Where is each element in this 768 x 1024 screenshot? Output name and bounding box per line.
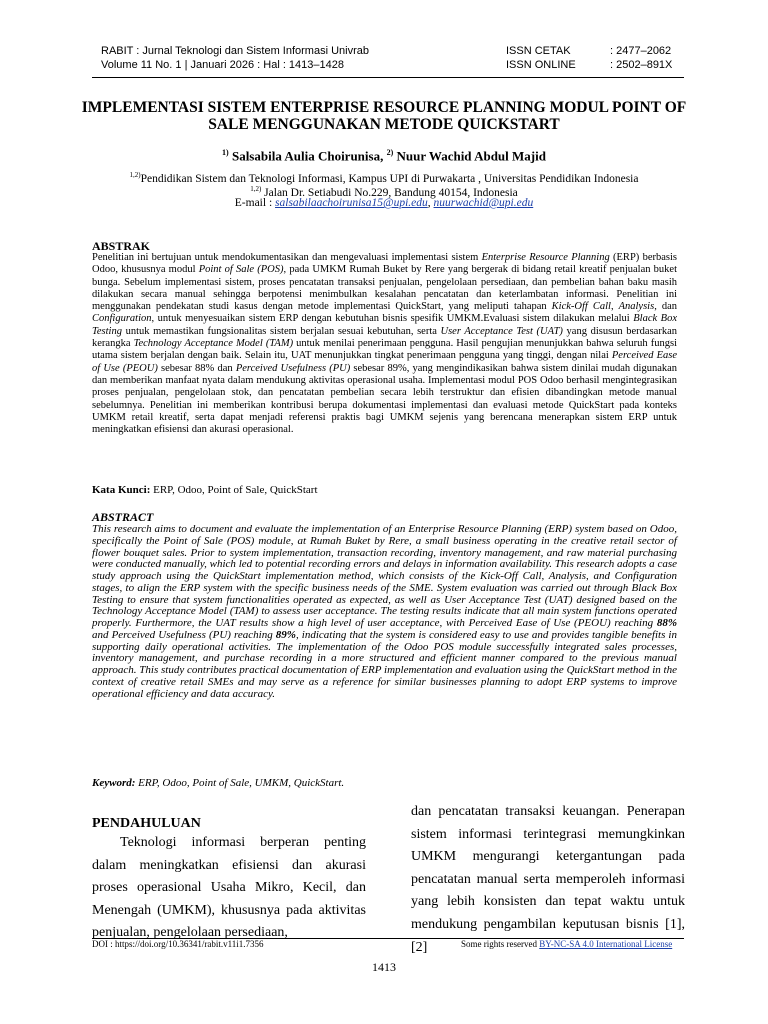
keywords-label: Keyword:	[92, 777, 136, 789]
keywords	[92, 777, 344, 789]
abstract-body: This research aims to document and evaluate the implementation of an Enterprise Resource Planning (ERP) system based on Odoo, specifically the Point of Sale (POS) module, at Rumah Buket by Rere, a small business operating in the creative retail sector of flower bouquet sales. Prior to system implementation, transaction recording, inventory management, and raw material purchasing were conducted manually, which led to potential recording errors and delays in information availability. This research adopts a case study approach using the QuickStart implementation method, which consists of the Kick-Off Call, Analysis, and Configuration stages, to align the ERP system with the specific business needs of the SME. System evaluation was carried out through Black Box Testing to ensure that system functionalities operated as expected, as well as User Acceptance Test (UAT) designed based on the Technology Acceptance Model (TAM) to assess user acceptance. The testing results indicate that all main system functions operated properly. Furthermore, the UAT results show a high level of user acceptance, with Perceived Ease of Use (PEOU) reaching 88% and Perceived Usefulness (PU) reaching 89%, indicating that the system is considered easy to use and provides tangible benefits in supporting daily operational activities. The implementation of the Odoo POS module successfully integrated sales processes, inventory management, and purchase recording in a more structured and efficient manner compared to the previous manual approach. This study contributes practical documentation of ERP implementation and evaluation using the QuickStart method in the context of creative retail SMEs and may serve as a reference for similar businesses planning to adopt ERP systems to improve operational efficiency and data accuracy.	[92, 523, 677, 700]
doi-text: DOI : https://doi.org/10.36341/rabit.v11i1.7356	[92, 939, 264, 949]
pendahuluan-heading: PENDAHULUAN	[92, 816, 201, 831]
issn-print-value: : 2477–2062	[610, 45, 672, 57]
journal-header	[101, 44, 681, 74]
volume-info: Volume 11 No. 1 | Januari 2026 : Hal : 1413–1428	[101, 59, 344, 71]
affiliation-text1: Pendidikan Sistem dan Teknologi Informasi, Kampus UPI di Purwakarta , Universitas Pendidikan Indonesia	[140, 172, 639, 185]
intro-left-column: Teknologi informasi berperan penting dalam meningkatkan efisiensi dan akurasi proses operasional Usaha Mikro, Kecil, dan Menengah (UMKM), khususnya pada aktivitas penjualan, pengelolaan persediaan,	[92, 835, 366, 941]
paper-title: IMPLEMENTASI SISTEM ENTERPRISE RESOURCE PLANNING MODUL POINT OF SALE MENGGUNAKAN METODE QUICKSTART	[81, 99, 687, 133]
email-separator: ,	[427, 197, 434, 209]
author2-name: Nuur Wachid Abdul Majid	[396, 148, 546, 164]
issn-online-value: : 2502–891X	[610, 59, 673, 71]
journal-name: RABIT : Jurnal Teknologi dan Sistem Informasi Univrab	[101, 45, 369, 57]
abstract-heading: ABSTRACT	[92, 510, 154, 524]
keywords-value: ERP, Odoo, Point of Sale, UMKM, QuickStart.	[135, 777, 345, 789]
email-link-1[interactable]: salsabilaachoirunisa15@upi.edu	[275, 197, 428, 209]
rights-text: Some rights reserved	[461, 939, 540, 949]
abstrak-heading: ABSTRAK	[92, 239, 151, 253]
issn-online-label: ISSN ONLINE	[506, 59, 576, 71]
issn-print-label: ISSN CETAK	[506, 45, 571, 57]
author1-sup: 1)	[222, 148, 229, 157]
kata-kunci	[92, 484, 318, 496]
license-line	[461, 939, 672, 949]
email-label: E-mail :	[234, 197, 276, 209]
affiliation-text2: Jalan Dr. Setiabudi No.229, Bandung 40154, Indonesia	[261, 186, 518, 199]
author-list	[80, 148, 688, 164]
author1-name: Salsabila Aulia Choirunisa,	[231, 148, 384, 164]
kata-kunci-value: ERP, Odoo, Point of Sale, QuickStart	[150, 484, 318, 496]
kata-kunci-label: Kata Kunci:	[92, 484, 151, 496]
affiliation-sup1: 1,2)	[129, 171, 141, 179]
license-link[interactable]: BY-NC-SA 4.0 International License	[539, 939, 673, 949]
header-divider	[92, 77, 684, 78]
email-line	[80, 196, 688, 210]
abstrak-body: Penelitian ini bertujuan untuk mendokumentasikan dan mengevaluasi implementasi sistem Enterprise Resource Planning (ERP) berbasis Odoo, khususnya modul Point of Sale (POS), pada UMKM Rumah Buket by Rere yang bergerak di bidang retail kreatif penjualan buket bunga. Sebelum implementasi sistem, proses pencatatan transaksi penjualan, pengelolaan persediaan, dan pembelian bahan baku masih dilakukan secara manual sehingga berpotensi menimbulkan kesalahan pencatatan dan keterlambatan informasi. Penelitian ini menggunakan pendekatan studi kasus dengan metode implementasi QuickStart, yang meliputi tahapan Kick-Off Call, Analysis, dan Configuration, untuk menyesuaikan sistem ERP dengan kebutuhan bisnis spesifik UMKM.Evaluasi sistem dilakukan melalui Black Box Testing untuk memastikan fungsionalitas sistem berjalan sesuai kebutuhan, serta User Acceptance Test (UAT) yang disusun berdasarkan kerangka Technology Acceptance Model (TAM) untuk menilai penerimaan pengguna. Hasil pengujian menunjukkan bahwa seluruh fungsi utama sistem berjalan dengan baik. Selain itu, UAT menunjukkan tingkat penerimaan pengguna yang tinggi, dengan nilai Perceived Ease of Use (PEOU) sebesar 88% dan Perceived Usefulness (PU) sebesar 89%, yang mengindikasikan bahwa sistem dinilai mudah digunakan dan memberikan manfaat nyata dalam mendukung aktivitas operasional usaha. Implementasi modul POS Odoo berhasil mengintegrasikan proses penjualan, pengelolaan stok, dan pencatatan pembelian secara lebih terstruktur dan efisien dibandingkan metode manual sebelumnya. Penelitian ini memberikan kontribusi berupa dokumentasi implementasi dan evaluasi metode QuickStart pada konteks UMKM retail kreatif, serta dapat menjadi referensi praktis bagi UMKM sejenis yang berencana menerapkan sistem ERP untuk meningkatkan efisiensi dan akurasi operasional.	[92, 252, 678, 436]
intro-right-column: dan pencatatan transaksi keuangan. Penerapan sistem informasi terintegrasi memungkinkan UMKM mengurangi ketergantungan pada pencatatan manual serta memperoleh informasi yang lebih konsisten dan tepat waktu untuk mendukung pengambilan keputusan bisnis [1], [2]	[411, 804, 685, 955]
author2-sup: 2)	[386, 148, 394, 157]
page-number: 1413	[372, 960, 396, 974]
affiliation-sup2: 1,2)	[250, 185, 262, 193]
email-link-2[interactable]: nuurwachid@upi.edu	[433, 197, 534, 209]
